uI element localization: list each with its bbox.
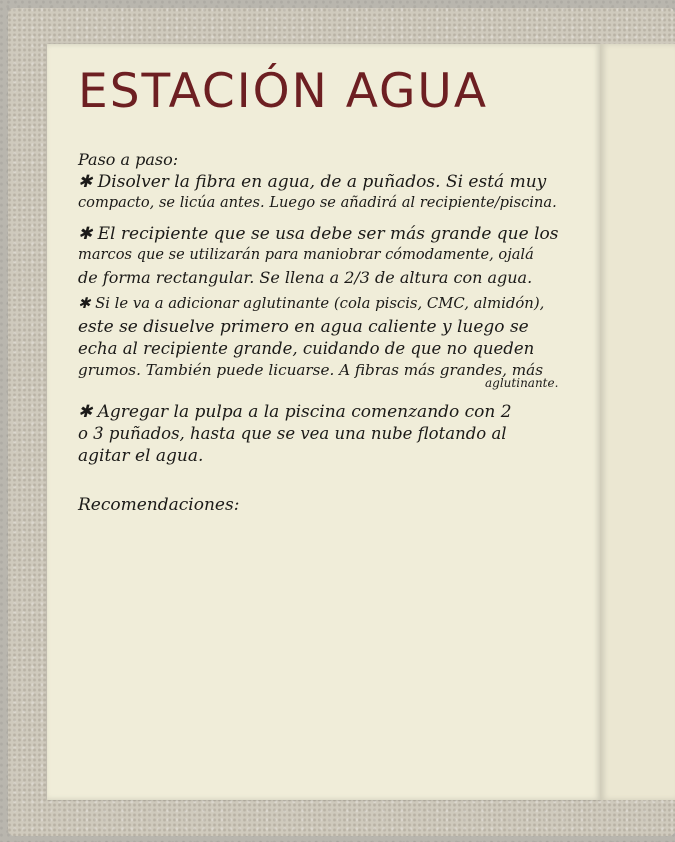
step-line-10: ✱ Agregar la pulpa a la piscina comenzando con 2	[78, 402, 512, 422]
step-line-9: grumos. También puede licuarse. A fibras más grandes, más	[78, 361, 544, 379]
step-line-3: ✱ El recipiente que se usa debe ser más grande que los	[78, 224, 559, 244]
step-line-1: ✱ Disolver la fibra en agua, de a puñados. Si está muy	[78, 172, 547, 192]
show-through-texture	[110, 560, 560, 690]
step-line-8: echa al recipiente grande, cuidando de que no queden	[78, 339, 535, 358]
page-title: ESTACIÓN AGUA	[78, 64, 488, 119]
step-line-2: compacto, se licúa antes. Luego se añadirá al recipiente/piscina.	[78, 194, 557, 211]
facing-page-edge	[600, 44, 675, 800]
step-line-5: de forma rectangular. Se llena a 2/3 de altura con agua.	[78, 268, 533, 287]
step-line-12: agitar el agua.	[78, 446, 204, 466]
step-line-7: este se disuelve primero en agua caliente y luego se	[78, 317, 529, 337]
steps-heading: Paso a paso:	[78, 150, 179, 169]
step-line-6: ✱ Si le va a adicionar aglutinante (cola piscis, CMC, almidón),	[78, 295, 545, 312]
step-line-9-note: aglutinante.	[485, 376, 559, 390]
step-line-4: marcos que se utilizarán para maniobrar cómodamente, ojalá	[78, 246, 534, 263]
recommendations-heading: Recomendaciones:	[78, 495, 240, 515]
step-line-11: o 3 puñados, hasta que se vea una nube flotando al	[78, 424, 507, 443]
